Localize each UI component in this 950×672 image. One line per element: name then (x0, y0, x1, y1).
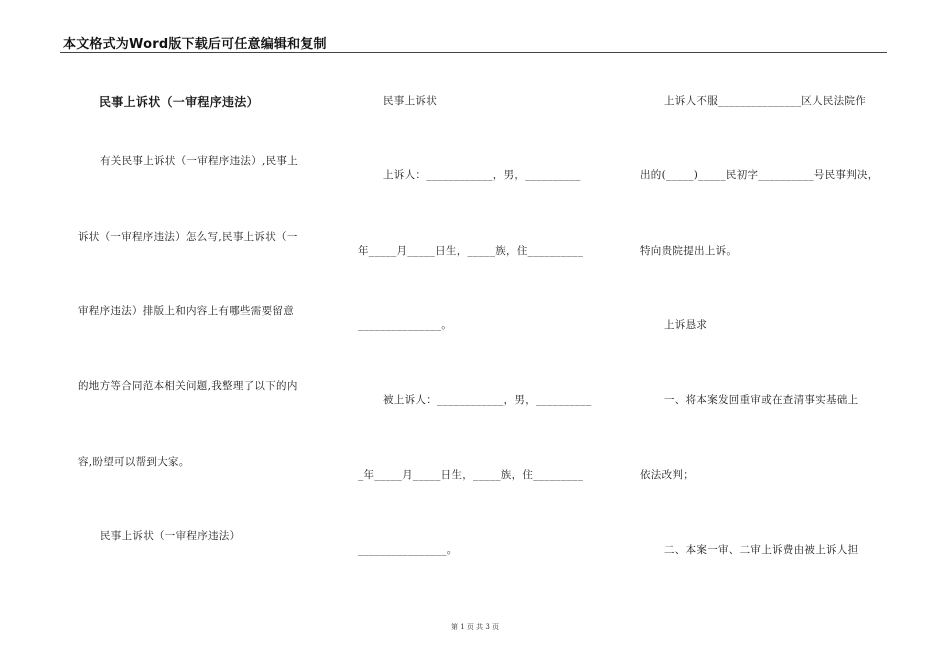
header-divider (60, 52, 887, 53)
section-heading: 上诉恳求 (664, 319, 708, 331)
form-line: 被上诉人：____________，男，__________ (383, 394, 592, 406)
paragraph-line: 上诉人不服_______________区人民法院作 (664, 95, 867, 107)
form-heading: 民事上诉状 (383, 95, 437, 107)
section-heading: 民事上诉状（一审程序违法） (100, 530, 241, 542)
form-line: ________________。 (358, 544, 458, 556)
page-number: 第 1 页 共 3 页 (450, 623, 500, 631)
form-line: 上诉人：____________，男，__________ (383, 169, 581, 181)
paragraph-line: 出的(_____)_____民初字__________号民事判决， (640, 169, 879, 181)
paragraph-line: 特向贵院提出上诉。 (640, 245, 738, 257)
paragraph-line: 的地方等合同范本相关问题,我整理了以下的内 (78, 380, 298, 392)
document-title: 民事上诉状（一审程序违法） (99, 95, 259, 109)
paragraph-line: 一、将本案发回重审或在查清事实基础上 (664, 394, 859, 406)
paragraph-line: 诉状（一审程序违法）怎么写,民事上诉状（一 (78, 231, 298, 243)
form-line: _年_____月_____日生，_____族，住_________ (358, 469, 584, 481)
header-title: 本文格式为Word版下载后可任意编辑和复制 (63, 37, 327, 52)
paragraph-line: 审程序违法）排版上和内容上有哪些需要留意 (78, 305, 294, 317)
form-line: _______________。 (358, 319, 453, 331)
paragraph-line: 容,盼望可以帮到大家。 (78, 456, 190, 468)
form-line: 年_____月_____日生，_____族，住__________ (358, 245, 584, 257)
paragraph-line: 有关民事上诉状（一审程序违法）,民事上 (100, 155, 299, 167)
paragraph-line: 依法改判； (640, 469, 694, 481)
paragraph-line: 二、本案一审、二审上诉费由被上诉人担 (664, 544, 859, 556)
